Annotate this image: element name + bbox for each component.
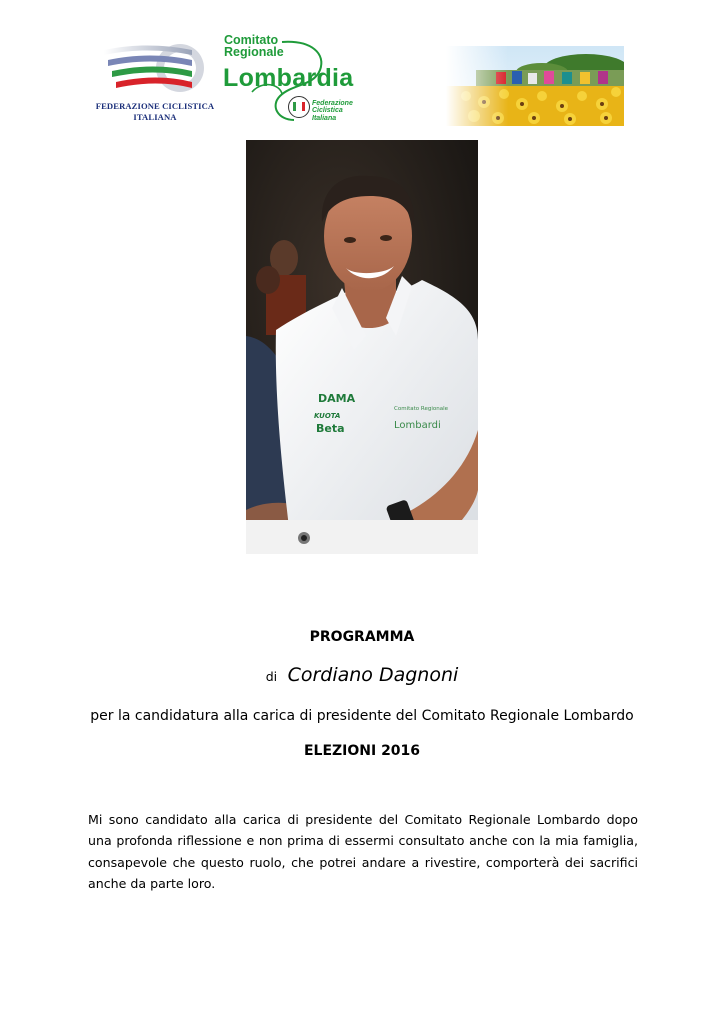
di-label: di <box>265 669 278 684</box>
portrait-photo <box>246 140 478 554</box>
crl-federazione-text: Federazione Ciclistica Italiana <box>312 100 353 122</box>
elections-heading: ELEZIONI 2016 <box>303 743 421 759</box>
shirt-lombardi-text: Lombardi <box>394 420 441 431</box>
shirt-kuota-text: KUOTA <box>314 412 341 420</box>
fci-flag-wave-icon <box>102 42 208 100</box>
cycling-sunflower-banner <box>446 46 624 126</box>
fci-badge-icon <box>288 96 310 118</box>
shirt-comitato-text: Comitato Regionale <box>394 406 448 412</box>
crl-regionale-text: Regionale <box>224 45 284 59</box>
cycling-sunflower-banner-icon <box>446 46 624 126</box>
document-title: PROGRAMMA <box>309 629 415 645</box>
comitato-regionale-lombardia-logo <box>222 34 358 126</box>
candidate-line <box>0 664 724 686</box>
fci-name-line1: FEDERAZIONE CICLISTICA <box>95 101 215 111</box>
fci-name-line2: ITALIANA <box>133 112 177 122</box>
shirt-dama-text: DAMA <box>318 392 356 405</box>
portrait-illustration <box>246 140 478 554</box>
crl-lombardia-text: Lombardia <box>223 64 354 92</box>
fci-logo <box>88 40 222 126</box>
candidate-name: Cordiano Dagnoni <box>287 664 459 686</box>
crl-comitato-text: Comitato <box>224 33 279 47</box>
shirt-beta-text: Beta <box>316 422 345 435</box>
intro-paragraph: Mi sono candidato alla carica di presidente del Comitato Regionale Lombardo dopo una profonda riflessione e non prima di essermi consultato anche con la mia famiglia, consapevole che questo ruolo, che potrei andare a rivestire, comporterà dei sacrifici anche da parte loro. <box>88 812 638 892</box>
candidacy-line: per la candidatura alla carica di presidente del Comitato Regionale Lombardo <box>90 708 634 724</box>
